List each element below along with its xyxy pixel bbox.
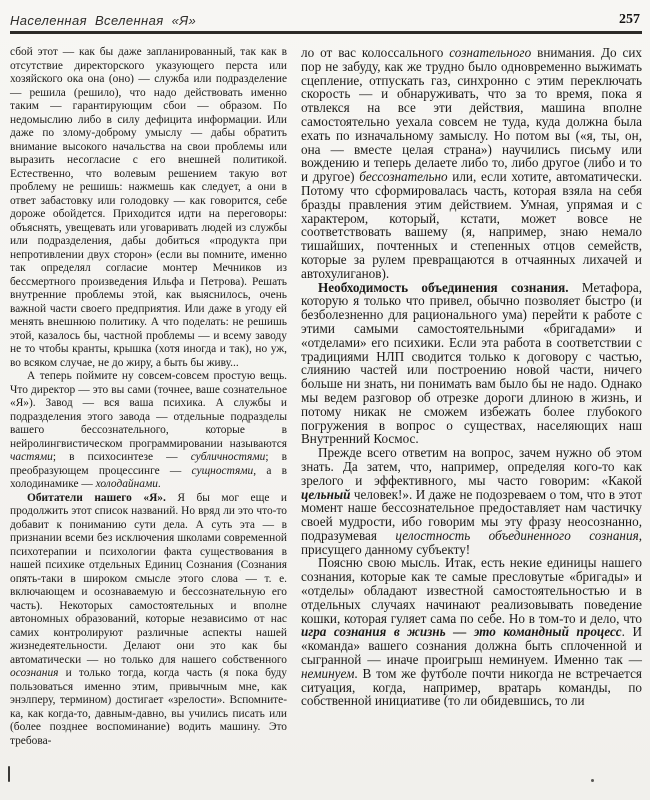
text-run: . В том же футболе почти никогда не встречается ситуация, когда, например, вратарь команды, по собственной инициативе (то ли обидевшись, то ли xyxy=(301,665,642,709)
text-run: ; в психосинтезе — xyxy=(52,451,191,463)
paragraph xyxy=(10,370,287,492)
text-run: ; в преобразующем процессинге — xyxy=(10,451,287,477)
text-run: Поясню свою мысль. Итак, есть некие единицы нашего сознания, которые как те самые пресловутые «бригады» и «отделы» обладают известной самостоятельностью и в отдельных случаях начинают реализовывать поведение кошки, которая гуляет сама по себе. Но в том-то и дело, что xyxy=(301,555,642,626)
text-run: Метафора, которую я только что привел, обычно позволяет быстро (и безболезненно для рационального ума) перейти к работе с этими самыми самостоятельными «бригадами» и «отделами» его психики. Если эта работа в соответствии с традициями НЛП сводится только к договору с частью, слиянию частей или построению новой части, ничего больше ни знать, ни понимать вам было бы не надо. Однако мы ведем разговор об отрезке дороги длиною в жизнь, и потому никак не сможем избежать более глубокого погружения в вопрос о существах, населяющих наш Внутренний Космос. xyxy=(301,279,642,447)
text-run: цельный xyxy=(301,486,351,502)
text-run: субличностями xyxy=(190,451,266,463)
scan-artifact-tick xyxy=(8,766,10,782)
text-run: внимания. До сих пор не забуду, как же трудно было одновременно выжимать сцепление, отпускать газ, синхронно с этим переключать скорость — и обнаруживать, что за то время, пока я отвлекся на все эти действия, машина вполне самостоятельно уехала совсем не туда, куда должна была ехать по изначальному замыслу. Но потом вы («я, ты, он, она — вместе целая страна») научились письму или вождению и теперь делаете либо то, либо другое (либо и то и другое) xyxy=(301,45,642,185)
paragraph xyxy=(301,556,642,708)
text-run: , присущего данному субъекту! xyxy=(301,527,642,557)
column-right xyxy=(301,46,642,708)
text-run: и только тогда, когда часть (я пока буду пользоваться именно этим, привычным мне, как энэлперу, термином) достигает «зрелости». Вспомните-ка, как когда-то, давным-давно, вы учились писать или (более позднее воспоминание) водить машину. Это требова- xyxy=(10,667,287,747)
text-run: сознательного xyxy=(449,45,532,60)
text-run: частями xyxy=(10,451,53,463)
paragraph xyxy=(301,281,642,447)
text-run: человек!». И даже не подозреваем о том, что в этот момент наше бессознательное предоставляет нам частичку своей мудрости, ибо говорим мы эту фразу неосознанно, подразумевая xyxy=(301,486,642,543)
text-run: игра сознания в жизнь — это командный процесс xyxy=(301,624,622,640)
scan-artifact-dot xyxy=(591,779,594,782)
text-run: . И «команда» вашего сознания должна быть сплоченной и сыгранной — иначе проигрыш неминуем. Именно так — xyxy=(301,624,642,668)
text-run: неминуем xyxy=(301,665,355,681)
text-run: Необходимость объединения сознания. xyxy=(318,279,569,295)
text-run: сущностями xyxy=(191,464,254,477)
text-run: холодайнами xyxy=(95,478,158,490)
text-run: А теперь поймите ну совсем-совсем простую вещь. Что директор — это вы сами (точнее, ваше сознательное «Я»). Завод — вся ваша психика. А службы и подразделения этого завода — отдельные подразделы вашего бессознательного, которые в нейролингвистическом программировании называются xyxy=(10,370,287,450)
paragraph xyxy=(301,446,642,556)
paragraph xyxy=(10,492,287,749)
text-run: целостность объединенного сознания xyxy=(395,527,639,543)
page-number: 257 xyxy=(619,12,640,27)
paragraph xyxy=(10,46,287,370)
page-header xyxy=(10,0,642,34)
running-title: Населенная Вселенная «Я» xyxy=(10,13,197,28)
text-run: Я бы мог еще и продолжить этот список названий. Но вряд ли это что-то добавит к пониманию сути дела. А суть эта — в признании всеми без исключения школами современной психотерапии и психологии факта существования в нашей психике отдельных Единиц Сознания (Сознания опять-таки в широком смысле этого слова — т. е. включающем и осознаваемую и бессознательную его часть). Некоторых самостоятельных и вполне автономных образований, которые независимо от нас самих контролируют различные аспекты нашей жизнедеятельности. Делают они это как бы автоматически — но только для нашего собственного xyxy=(10,491,288,666)
text-columns xyxy=(10,46,642,748)
text-run: осознания xyxy=(10,667,59,679)
text-run: Обитатели нашего «Я». xyxy=(27,491,166,504)
text-run: Прежде всего ответим на вопрос, зачем нужно об этом знать. Да затем, что, например, определяя кого-то как зрелого и эффективного, мы часто говорим: «Какой xyxy=(301,445,642,488)
text-run: , а в холодинамике — xyxy=(10,464,288,490)
text-run: бессознательно xyxy=(359,169,448,185)
text-run: . xyxy=(157,478,161,490)
column-left xyxy=(10,46,287,748)
text-run: ло от вас колоссального xyxy=(301,45,450,60)
text-run: или, если хотите, автоматически. Потому что сформировалась часть, которая взяла на себя бразды правления этим действием. Умная, упрямая и с характером, который, кстати, может вовсе не соответствовать вашему (я, например, знаю немало тишайших, почтенных и степенных отцов семейств, которые за рулем превращаются в отчаянных лихачей и автохулиганов). xyxy=(301,169,642,281)
paragraph xyxy=(301,46,642,281)
text-run: сбой этот — как бы даже запланированный, так как в отсутствие директорского указующего перста или хозяйского ока она (оно) — служба или подразделение — решила (решило), что надо действовать именно таким — гарантирующим сбои — образом. По недомыслию либо в силу дефицита информации. Или даже по злому-доброму умыслу — дабы обратить внимание высокого начальства на свои проблемы или выразить несогласие с его внешней политикой. Естественно, что волевым решением такую вот проблему не решишь: нажмешь как следует, а они в ответ забастовку или голодовку — как говорится, себе дороже обойдется. Приходится идти на переговоры: объяснять, увещевать или уговаривать людей из службы или подразделения, дабы добиться «продукта при непротивлении двух сторон» (если вы помните, именно так определял согласие монтер Мечников из бессмертного произведения Ильфа и Петрова). Решать внутренние проблемы этой, как выяснилось, очень важной части своего предприятия. Или даже в угоду ей менять внешнюю политику. А что поделать: не решишь этой, казалось бы, частной проблемы — и всему заводу не то чтобы кранты, крышка (хотя иногда и так), но уж, во всяком случае, не до жиру, а быть бы живу... xyxy=(10,46,287,369)
